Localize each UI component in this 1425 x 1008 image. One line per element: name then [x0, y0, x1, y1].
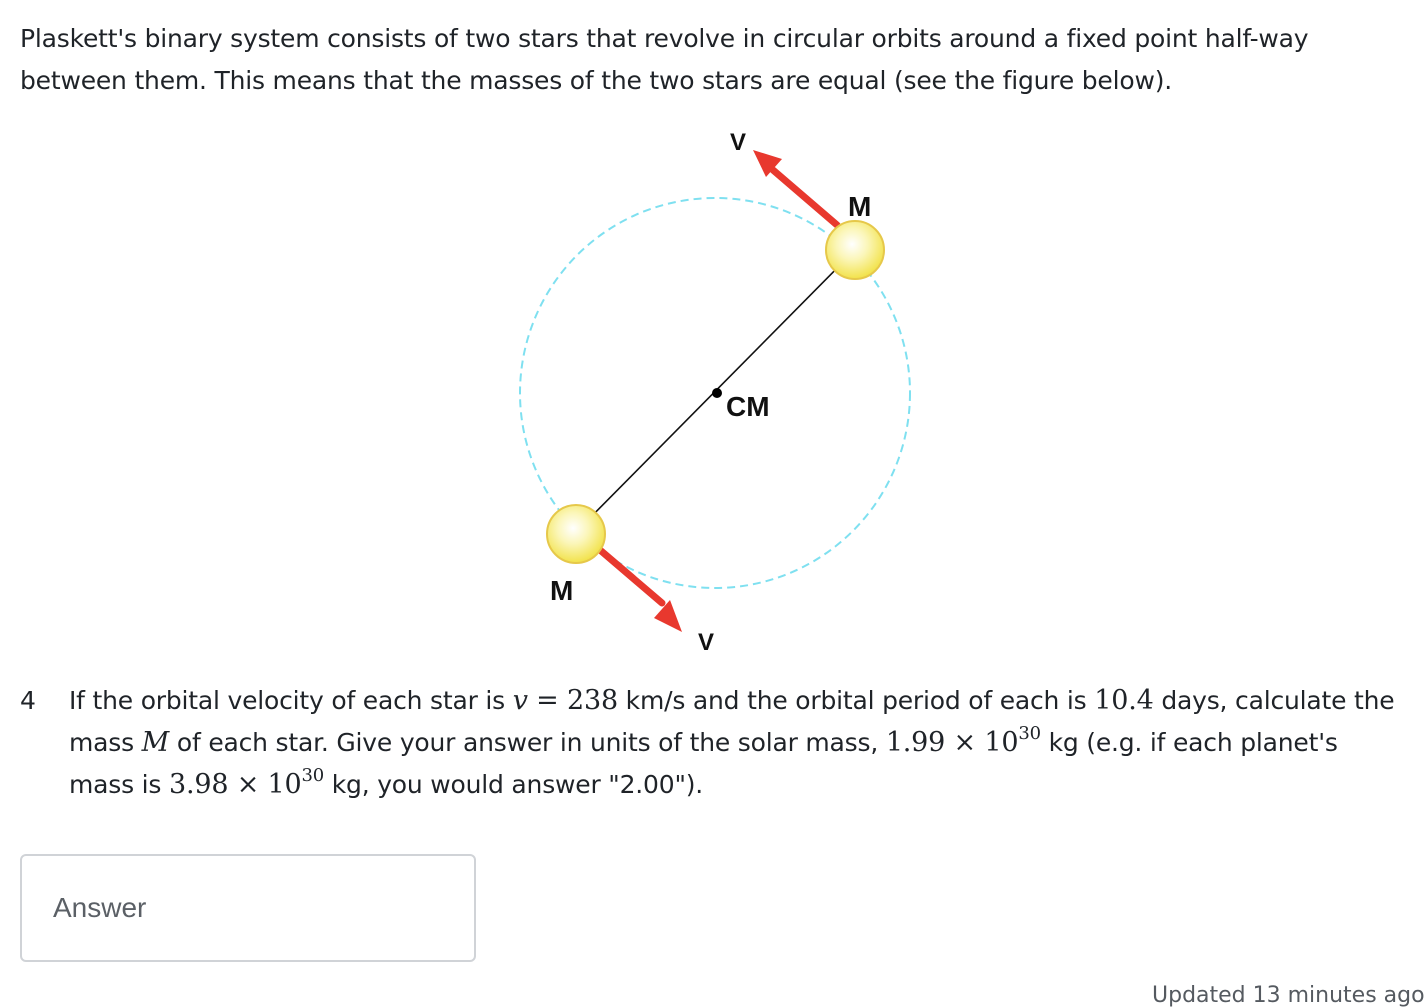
- solar-mass-mantissa: 1.99: [885, 727, 946, 758]
- equals-sign: =: [527, 685, 567, 716]
- answer-field[interactable]: [20, 854, 476, 962]
- center-of-mass-label: CM: [726, 391, 770, 422]
- question-4: [20, 680, 1395, 810]
- question-text: [69, 680, 1409, 806]
- times-sign: ×: [945, 727, 985, 758]
- velocity-arrow-bottom-shaft: [600, 550, 662, 603]
- velocity-label-bottom: V: [698, 629, 715, 656]
- velocity-label-top: V: [730, 129, 747, 156]
- times-sign: ×: [228, 769, 268, 800]
- question-text-segment: mass: [69, 728, 142, 757]
- question-text-segment: If the orbital velocity of each star is: [69, 686, 513, 715]
- velocity-symbol: v: [512, 685, 528, 716]
- question-line-3: [69, 764, 1409, 806]
- mass-label-bottom: M: [550, 575, 574, 606]
- example-mass-exponent: 30: [301, 765, 325, 786]
- question-number: 4: [20, 686, 36, 715]
- question-text-segment: days, calculate the: [1153, 686, 1395, 715]
- problem-intro: [20, 18, 1360, 102]
- period-value: 10.4: [1094, 685, 1154, 716]
- question-text-segment: mass is: [69, 770, 169, 799]
- star-top: [826, 221, 884, 279]
- mass-label-top: M: [848, 191, 872, 222]
- velocity-arrow-bottom-head: [654, 600, 682, 632]
- velocity-arrow-top-shaft: [773, 170, 837, 225]
- example-mass-base: 10: [267, 769, 302, 800]
- question-text-segment: kg, you would answer "2.00").: [324, 770, 704, 799]
- question-line-2: [69, 722, 1409, 764]
- solar-mass-base: 10: [984, 727, 1019, 758]
- intro-line-2: between them. This means that the masses of the two stars are equal (see the figure below).: [20, 66, 1173, 95]
- mass-symbol: M: [141, 727, 170, 758]
- answer-input[interactable]: [22, 856, 474, 960]
- question-text-segment: of each star. Give your answer in units of the solar mass,: [169, 728, 886, 757]
- example-mass-mantissa: 3.98: [169, 769, 229, 800]
- binary-star-figure: [470, 118, 950, 658]
- question-line-1: [69, 680, 1409, 722]
- star-bottom: [547, 505, 605, 563]
- center-of-mass-dot: [712, 388, 722, 398]
- intro-line-1: Plaskett's binary system consists of two stars that revolve in circular orbits around a fixed point half-way: [20, 24, 1309, 53]
- velocity-value: 238: [567, 685, 618, 716]
- question-text-segment: km/s and the orbital period of each is: [617, 686, 1095, 715]
- solar-mass-exponent: 30: [1018, 723, 1041, 744]
- question-text-segment: kg (e.g. if each planet's: [1040, 728, 1338, 757]
- last-updated-status: Updated 13 minutes ago: [1152, 983, 1425, 1008]
